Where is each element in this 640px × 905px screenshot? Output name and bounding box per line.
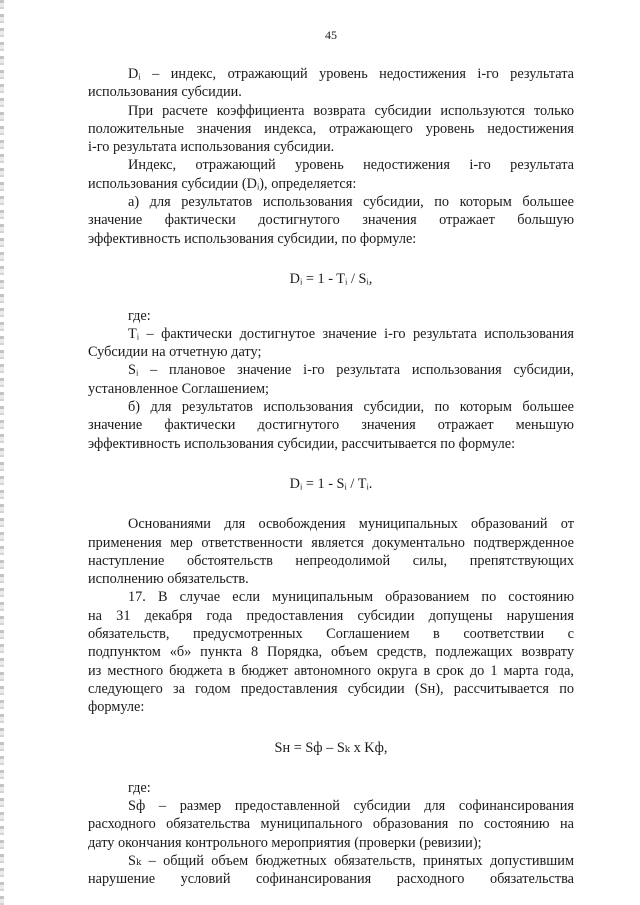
blank-space [88, 717, 574, 739]
text-line: эффективность использования субсидии, по формуле: [88, 230, 417, 247]
formula-line: Dᵢ = 1 - Tᵢ / Sᵢ, [289, 270, 373, 287]
formula-line: Dᵢ = 1 - Sᵢ / Tᵢ. [289, 475, 373, 492]
document-page [88, 0, 574, 905]
blank-space [88, 493, 574, 515]
text-line: значение фактически достигнутого значения отражает меньшую [88, 417, 574, 434]
text-line: наступление обстоятельств непреодолимой силы, препятствующих [88, 552, 574, 569]
text-line: Sᵢ – плановое значение i-го результата использования субсидии, [128, 362, 574, 379]
text-line: применения мер ответственности является документально подтвержденное [88, 534, 574, 551]
text-line: где: [128, 307, 151, 324]
text-line: исполнению обязательств. [88, 571, 249, 588]
text-line: обязательств, предусмотренных Соглашением в соответствии с [88, 626, 574, 643]
blank-space [88, 288, 574, 306]
text-line: Sₖ – общий объем бюджетных обязательств, принятых допустившим [128, 852, 574, 869]
text-line: 17. В случае если муниципальным образованием по состоянию [128, 589, 574, 606]
text-line: подпунктом «б» пункта 8 Порядка, объем средств, подлежащих возврату [88, 644, 574, 661]
text-line: на 31 декабря года предоставления субсидии допущены нарушения [88, 607, 574, 624]
text-line: из местного бюджета в бюджет автономного округа в срок до 1 марта года, [88, 662, 574, 679]
text-line: установленное Соглашением; [88, 380, 269, 397]
text-line: Основаниями для освобождения муниципальных образований от [128, 516, 574, 533]
formula-line: Sн = Sф – Sₖ x Kф, [274, 739, 388, 756]
text-line: значение фактически достигнутого значения отражает большую [88, 212, 574, 229]
text-line: использования субсидии (Dᵢ), определяется: [88, 175, 357, 192]
text-line: б) для результатов использования субсидии, по которым большее [128, 399, 574, 416]
text-line: Tᵢ – фактически достигнутое значение i-го результата использования [128, 325, 574, 342]
text-line: положительные значения индекса, отражающего уровень недостижения [88, 120, 574, 137]
text-line: использования субсидии. [88, 84, 242, 101]
text-line: Dᵢ – индекс, отражающий уровень недостижения i-го результата [128, 66, 574, 82]
text-line: а) для результатов использования субсидии, по которым большее [128, 194, 574, 211]
text-line: Субсидии на отчетную дату; [88, 344, 262, 361]
blank-space [88, 757, 574, 779]
text-line: следующего за годом предоставления субсидии (Sн), рассчитывается по [88, 680, 574, 697]
text-line: формуле: [88, 699, 145, 716]
document-body [88, 65, 574, 889]
page-number: 45 [325, 28, 337, 42]
blank-space [88, 248, 574, 270]
text-line: При расчете коэффициента возврата субсидии используются только [128, 102, 574, 119]
text-line: где: [128, 779, 151, 796]
text-line: i-го результата использования субсидии. [88, 139, 335, 156]
blank-space [88, 453, 574, 475]
scan-edge [0, 0, 4, 905]
text-line: нарушение условий софинансирования расходного обязательства [88, 871, 574, 888]
text-line: Sф – размер предоставленной субсидии для софинансирования [128, 798, 574, 815]
text-line: эффективность использования субсидии, рассчитывается по формуле: [88, 435, 516, 452]
text-line: Индекс, отражающий уровень недостижения i-го результата [128, 157, 574, 174]
text-line: расходного обязательства муниципального образования по состоянию на [88, 816, 574, 833]
text-line: дату окончания контрольного мероприятия (проверки (ревизии); [88, 834, 482, 851]
